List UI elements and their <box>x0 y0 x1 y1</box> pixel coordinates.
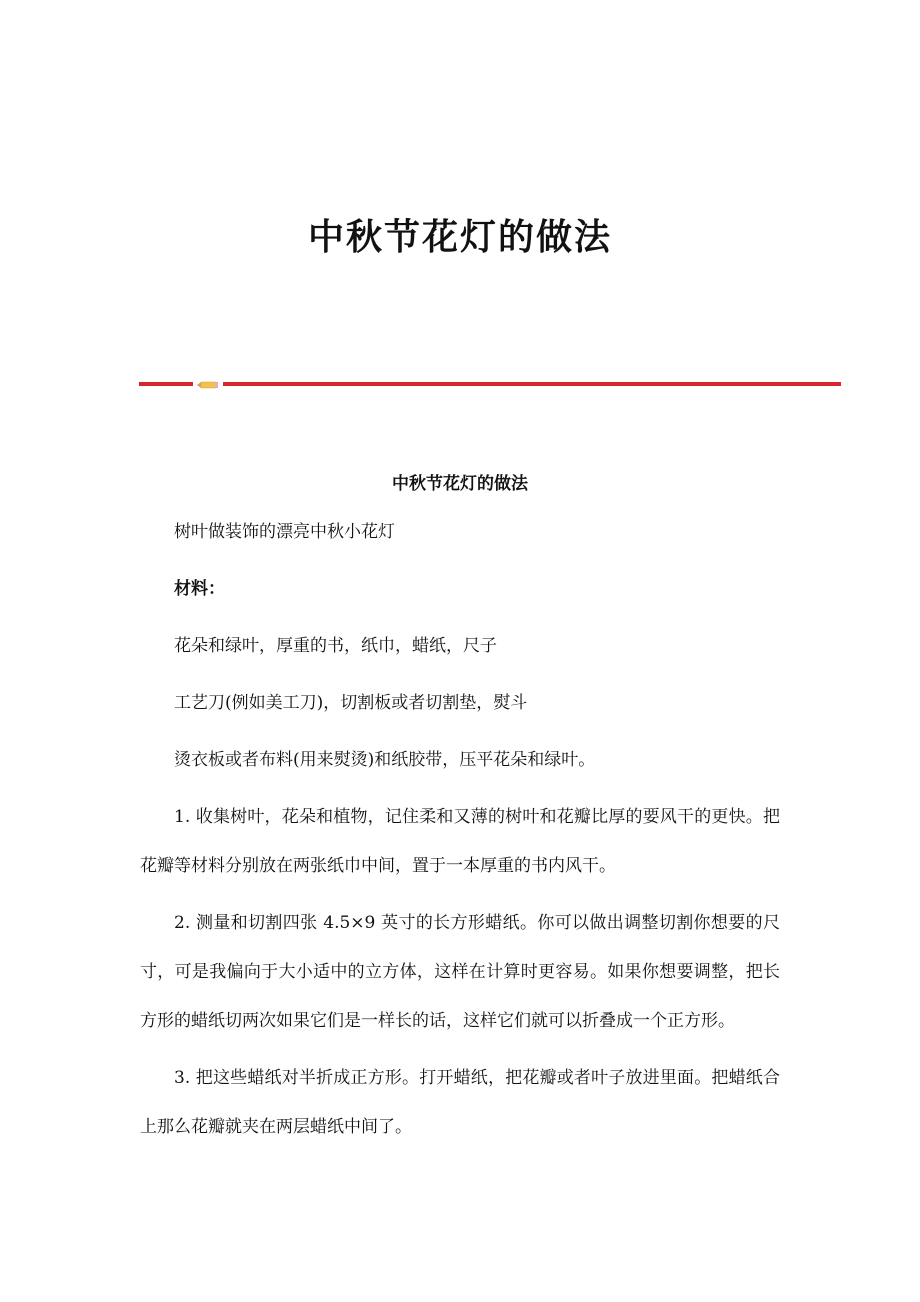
paragraph-step-3: 3. 把这些蜡纸对半折成正方形。打开蜡纸，把花瓣或者叶子放进里面。把蜡纸合上那么花瓣就夹在两层蜡纸中间了。 <box>140 1068 780 1137</box>
paragraph-subtitle: 树叶做装饰的漂亮中秋小花灯 <box>174 522 395 542</box>
paragraph-step-2: 2. 测量和切割四张 4.5×9 英寸的长方形蜡纸。你可以做出调整切割你想要的尺寸，可是我偏向于大小适中的立方体，这样在计算时更容易。如果你想要调整，把长方形的蜡纸切两次如果它们是一样长的话，这样它们就可以折叠成一个正方形。 <box>140 913 780 1031</box>
paragraph-step-1: 1. 收集树叶，花朵和植物，记住柔和又薄的树叶和花瓣比厚的要风干的更快。把花瓣等材料分别放在两张纸巾中间，置于一本厚重的书内风干。 <box>140 807 780 876</box>
article-body <box>140 466 780 1160</box>
cover-title: 中秋节花灯的做法 <box>307 217 612 258</box>
paragraph-materials-3: 烫衣板或者布料(用来熨烫)和纸胶带，压平花朵和绿叶。 <box>174 750 596 770</box>
title-divider <box>139 380 841 392</box>
paragraph-materials-2: 工艺刀(例如美工刀)，切割板或者切割垫，熨斗 <box>174 693 528 713</box>
pencil-icon <box>197 380 219 390</box>
section-title: 中秋节花灯的做法 <box>392 474 528 494</box>
paragraph-materials-heading: 材料： <box>174 579 225 599</box>
divider-line-left <box>139 382 193 386</box>
paragraph-materials-1: 花朵和绿叶，厚重的书，纸巾，蜡纸，尺子 <box>174 636 497 656</box>
divider-line-right <box>223 382 841 386</box>
